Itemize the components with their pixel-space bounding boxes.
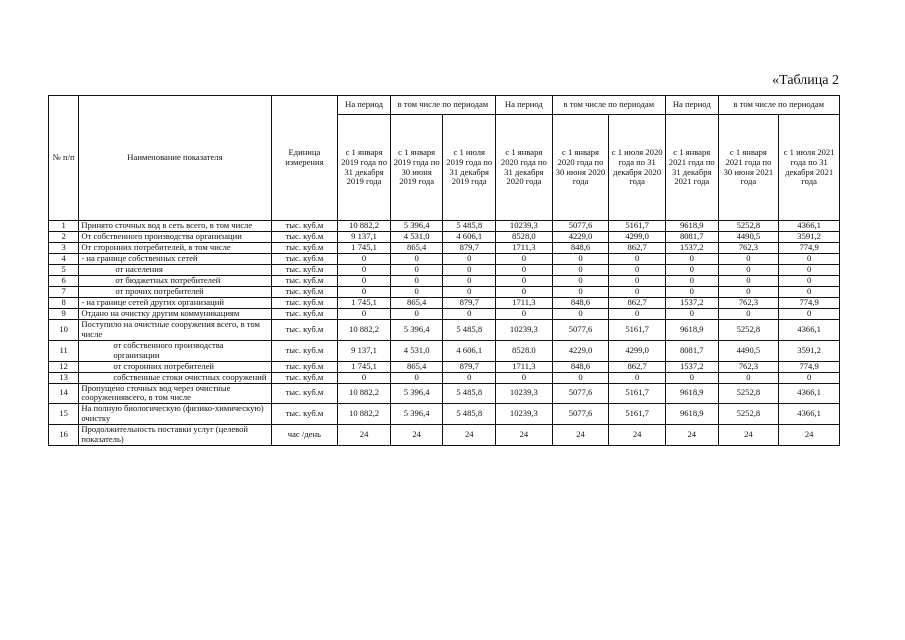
row-indicator-name: Принято сточных вод в сеть всего, в том числе [79,221,271,232]
row-value-cell: 865,4 [390,298,443,309]
row-value-cell: 0 [718,276,779,287]
row-value-cell: 4 531,0 [390,340,443,361]
row-value-cell: 1537,2 [665,361,718,372]
header-period-2020-subgroup: в том числе по периодам [552,96,665,115]
row-value-cell: 0 [665,265,718,276]
row-number: 12 [49,361,79,372]
row-value-cell: 3591,2 [779,232,840,243]
row-value-cell: 0 [718,309,779,320]
row-value-cell: 0 [609,309,666,320]
row-value-cell: 5077,6 [552,404,609,425]
row-value-cell: 0 [552,372,609,383]
row-indicator-name: - на границе собственных сетей [79,254,271,265]
row-value-cell: 10 882,2 [338,221,391,232]
row-value-cell: 5252,8 [718,221,779,232]
row-value-cell: 24 [552,425,609,446]
row-value-cell: 4490,5 [718,232,779,243]
row-unit: тыс. куб.м [271,383,338,404]
row-value-cell: 762,3 [718,361,779,372]
row-value-cell: 5 485,8 [443,320,496,341]
row-value-cell: 1 745,1 [338,298,391,309]
row-value-cell: 8081,7 [665,340,718,361]
header-period-2021-subgroup: в том числе по периодам [718,96,839,115]
row-value-cell: 0 [443,309,496,320]
row-value-cell: 4366,1 [779,221,840,232]
row-number: 9 [49,309,79,320]
row-value-cell: 0 [496,254,553,265]
row-unit: тыс. куб.м [271,232,338,243]
table-row [49,383,840,404]
table-body [49,221,840,446]
row-value-cell: 1 745,1 [338,361,391,372]
table-row [49,254,840,265]
row-value-cell: 0 [443,276,496,287]
row-number: 10 [49,320,79,341]
row-value-cell: 5 485,8 [443,221,496,232]
row-value-cell: 848,6 [552,298,609,309]
row-value-cell: 0 [718,372,779,383]
row-value-cell: 0 [718,287,779,298]
row-value-cell: 5 485,8 [443,404,496,425]
row-value-cell: 1711,3 [496,298,553,309]
row-value-cell: 774,9 [779,298,840,309]
row-indicator-name: Продолжительность поставки услуг (целевой показатель) [79,425,271,446]
row-value-cell: 0 [496,265,553,276]
header-number: № п/п [49,96,79,221]
row-value-cell: 1537,2 [665,243,718,254]
row-unit: тыс. куб.м [271,372,338,383]
header-2020-first-half: с 1 января 2020 года по 30 июня 2020 года [552,115,609,221]
row-value-cell: 0 [779,372,840,383]
row-value-cell: 5077,6 [552,221,609,232]
row-value-cell: 4 531,0 [390,232,443,243]
row-value-cell: 4 606,1 [443,340,496,361]
row-value-cell: 0 [609,254,666,265]
row-value-cell: 0 [338,254,391,265]
table-row [49,221,840,232]
row-unit: тыс. куб.м [271,265,338,276]
row-value-cell: 4366,1 [779,404,840,425]
row-number: 15 [49,404,79,425]
row-value-cell: 0 [779,276,840,287]
row-value-cell: 4299,0 [609,232,666,243]
header-2021-first-half: с 1 января 2021 года по 30 июня 2021 года [718,115,779,221]
table-row [49,287,840,298]
row-value-cell: 10239,3 [496,221,553,232]
row-unit: тыс. куб.м [271,404,338,425]
row-value-cell: 9618,9 [665,383,718,404]
row-value-cell: 5252,8 [718,383,779,404]
row-unit: тыс. куб.м [271,276,338,287]
row-value-cell: 0 [390,265,443,276]
header-2020-second-half: с 1 июля 2020 года по 31 декабря 2020 года [609,115,666,221]
row-indicator-name: На полную биологическую (физико-химическую) очистку [79,404,271,425]
header-2021-full-year: с 1 января 2021 года по 31 декабря 2021 года [665,115,718,221]
row-value-cell: 5252,8 [718,404,779,425]
row-value-cell: 0 [552,254,609,265]
row-value-cell: 5161,7 [609,320,666,341]
row-unit: тыс. куб.м [271,254,338,265]
row-value-cell: 0 [390,309,443,320]
row-value-cell: 0 [665,276,718,287]
row-number: 11 [49,340,79,361]
header-2019-full-year: с 1 января 2019 года по 31 декабря 2019 года [338,115,391,221]
row-number: 16 [49,425,79,446]
row-number: 13 [49,372,79,383]
row-value-cell: 9618,9 [665,221,718,232]
row-indicator-name: Поступило на очистные сооружения всего, в том числе [79,320,271,341]
header-unit: Единица измерения [271,96,338,221]
header-period-2020-total: На период [496,96,553,115]
row-value-cell: 0 [496,287,553,298]
table-row [49,340,840,361]
header-period-2021-total: На период [665,96,718,115]
table-row [49,309,840,320]
row-value-cell: 4366,1 [779,383,840,404]
header-indicator-name: Наименование показателя [79,96,271,221]
row-value-cell: 0 [390,254,443,265]
row-value-cell: 10239,3 [496,404,553,425]
row-unit: тыс. куб.м [271,320,338,341]
row-value-cell: 0 [609,276,666,287]
row-value-cell: 5161,7 [609,221,666,232]
table-row [49,404,840,425]
row-value-cell: 0 [496,372,553,383]
row-value-cell: 0 [665,254,718,265]
row-value-cell: 24 [390,425,443,446]
row-value-cell: 0 [552,276,609,287]
row-value-cell: 4229,0 [552,340,609,361]
row-value-cell: 8528,0 [496,232,553,243]
row-value-cell: 0 [443,254,496,265]
row-value-cell: 5 396,4 [390,383,443,404]
row-value-cell: 24 [338,425,391,446]
row-indicator-name: От собственного производства организации [79,232,271,243]
header-period-2019-subgroup: в том числе по периодам [390,96,495,115]
row-value-cell: 0 [390,276,443,287]
row-value-cell: 24 [609,425,666,446]
row-indicator-name: От сторонних потребителей, в том числе [79,243,271,254]
row-number: 8 [49,298,79,309]
row-value-cell: 5077,6 [552,383,609,404]
row-value-cell: 24 [718,425,779,446]
row-value-cell: 5 396,4 [390,221,443,232]
table-row [49,232,840,243]
row-value-cell: 0 [338,372,391,383]
row-indicator-name: от собственного производства организации [79,340,271,361]
row-value-cell: 0 [609,372,666,383]
row-value-cell: 1711,3 [496,243,553,254]
row-value-cell: 9 137,1 [338,232,391,243]
row-value-cell: 0 [338,276,391,287]
row-value-cell: 0 [665,372,718,383]
table-row [49,320,840,341]
row-value-cell: 4 606,1 [443,232,496,243]
row-value-cell: 0 [779,254,840,265]
row-value-cell: 762,3 [718,298,779,309]
row-value-cell: 4490,5 [718,340,779,361]
row-unit: тыс. куб.м [271,221,338,232]
row-indicator-name: от сторонних потребителей [79,361,271,372]
row-value-cell: 8528.0 [496,340,553,361]
row-value-cell: 0 [779,309,840,320]
row-value-cell: 0 [779,265,840,276]
row-number: 2 [49,232,79,243]
table-row [49,265,840,276]
row-value-cell: 879,7 [443,298,496,309]
row-value-cell: 9 137,1 [338,340,391,361]
row-value-cell: 24 [443,425,496,446]
row-value-cell: 0 [443,287,496,298]
row-value-cell: 8081,7 [665,232,718,243]
row-value-cell: 865,4 [390,361,443,372]
row-value-cell: 9618,9 [665,404,718,425]
row-value-cell: 5161,7 [609,404,666,425]
row-value-cell: 865,4 [390,243,443,254]
row-value-cell: 24 [496,425,553,446]
row-value-cell: 5 396,4 [390,320,443,341]
row-value-cell: 5 485,8 [443,383,496,404]
row-value-cell: 862,7 [609,298,666,309]
row-value-cell: 24 [665,425,718,446]
row-value-cell: 0 [390,287,443,298]
row-value-cell: 0 [609,265,666,276]
table-row [49,243,840,254]
row-value-cell: 848,6 [552,361,609,372]
row-value-cell: 0 [338,265,391,276]
row-value-cell: 0 [338,309,391,320]
row-value-cell: 0 [443,372,496,383]
row-value-cell: 10 882,2 [338,383,391,404]
header-2019-first-half: с 1 января 2019 года по 30 июня 2019 года [390,115,443,221]
row-value-cell: 0 [390,372,443,383]
row-value-cell: 0 [552,287,609,298]
row-value-cell: 0 [552,265,609,276]
table-row [49,276,840,287]
row-indicator-name: от населения [79,265,271,276]
header-2020-full-year: с 1 января 2020 года по 31 декабря 2020 года [496,115,553,221]
row-value-cell: 9618,9 [665,320,718,341]
table-row [49,425,840,446]
row-value-cell: 879,7 [443,361,496,372]
header-2019-second-half: с 1 июля 2019 года по 31 декабря 2019 года [443,115,496,221]
row-value-cell: 862,7 [609,361,666,372]
row-indicator-name: собственные стоки очистных сооружений [79,372,271,383]
header-period-2019-total: На период [338,96,391,115]
row-value-cell: 10 882,2 [338,404,391,425]
row-value-cell: 0 [718,265,779,276]
row-number: 4 [49,254,79,265]
row-indicator-name: Отдано на очистку другим коммуникациям [79,309,271,320]
row-indicator-name: - на границе сетей других организаций [79,298,271,309]
row-unit: час /день [271,425,338,446]
row-number: 1 [49,221,79,232]
row-value-cell: 879,7 [443,243,496,254]
row-value-cell: 774,9 [779,243,840,254]
row-value-cell: 10 882,2 [338,320,391,341]
row-number: 6 [49,276,79,287]
table-row [49,361,840,372]
table-caption: «Таблица 2 [772,73,839,88]
row-indicator-name: от бюджетных потребителей [79,276,271,287]
row-value-cell: 1 745,1 [338,243,391,254]
row-value-cell: 5252,8 [718,320,779,341]
row-value-cell: 0 [552,309,609,320]
row-value-cell: 1537,2 [665,298,718,309]
row-unit: тыс. куб.м [271,340,338,361]
row-value-cell: 4229,0 [552,232,609,243]
row-indicator-name: от прочих потребителей [79,287,271,298]
row-value-cell: 862,7 [609,243,666,254]
row-number: 14 [49,383,79,404]
row-value-cell: 5161,7 [609,383,666,404]
row-value-cell: 0 [718,254,779,265]
row-number: 3 [49,243,79,254]
indicators-table [48,95,840,446]
row-unit: тыс. куб.м [271,298,338,309]
row-value-cell: 0 [665,309,718,320]
row-value-cell: 1711,3 [496,361,553,372]
header-2021-second-half: с 1 июля 2021 года по 31 декабря 2021 года [779,115,840,221]
row-unit: тыс. куб.м [271,309,338,320]
row-value-cell: 0 [496,276,553,287]
row-value-cell: 0 [338,287,391,298]
row-value-cell: 762,3 [718,243,779,254]
table-row [49,298,840,309]
row-value-cell: 4366,1 [779,320,840,341]
row-value-cell: 3591,2 [779,340,840,361]
row-value-cell: 10239,3 [496,383,553,404]
row-value-cell: 4299,0 [609,340,666,361]
row-value-cell: 24 [779,425,840,446]
row-number: 5 [49,265,79,276]
row-value-cell: 774,9 [779,361,840,372]
row-unit: тыс. куб.м [271,243,338,254]
row-value-cell: 5 396,4 [390,404,443,425]
row-value-cell: 0 [496,309,553,320]
row-unit: тыс. куб.м [271,361,338,372]
row-value-cell: 848,6 [552,243,609,254]
row-value-cell: 0 [609,287,666,298]
table-row [49,372,840,383]
row-value-cell: 0 [779,287,840,298]
row-value-cell: 10239,3 [496,320,553,341]
row-unit: тыс. куб.м [271,287,338,298]
row-indicator-name: Пропущено сточных вод через очистные сооружениявсего, в том числе [79,383,271,404]
row-value-cell: 0 [443,265,496,276]
row-value-cell: 5077,6 [552,320,609,341]
row-value-cell: 0 [665,287,718,298]
row-number: 7 [49,287,79,298]
